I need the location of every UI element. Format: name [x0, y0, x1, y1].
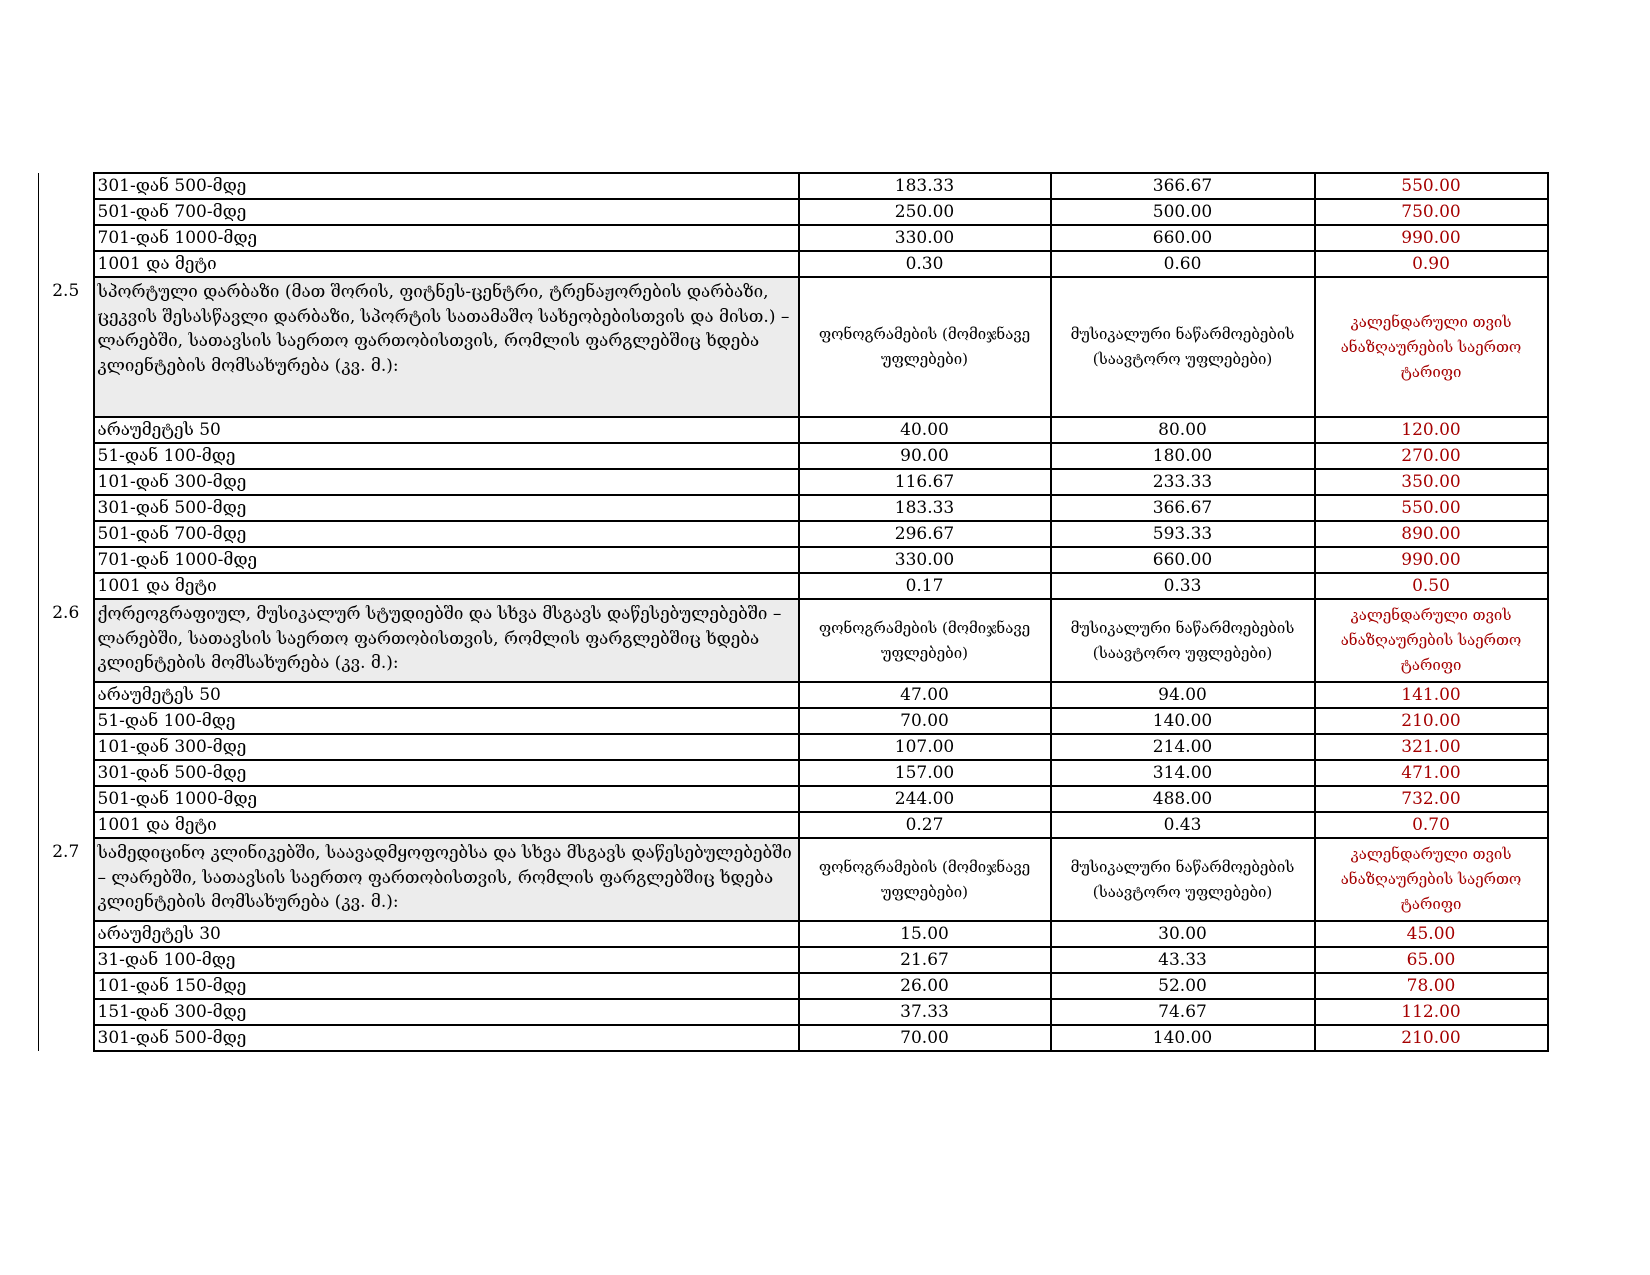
range-label: 51-დან 100-მდე [94, 443, 799, 469]
total-tariff-value: 550.00 [1315, 173, 1548, 199]
musical-works-value: 0.60 [1051, 251, 1315, 277]
total-tariff-value: 990.00 [1315, 547, 1548, 573]
table-row [39, 812, 1548, 838]
table-row [39, 921, 1548, 947]
musical-works-value: 660.00 [1051, 547, 1315, 573]
phonograms-value: 250.00 [799, 199, 1051, 225]
range-label: 101-დან 150-მდე [94, 973, 799, 999]
phonograms-value: 183.33 [799, 495, 1051, 521]
phonograms-value: 107.00 [799, 734, 1051, 760]
range-label: 701-დან 1000-მდე [94, 547, 799, 573]
table-row [39, 1025, 1548, 1051]
phonograms-value: 0.30 [799, 251, 1051, 277]
table-row [39, 786, 1548, 812]
total-tariff-value: 120.00 [1315, 417, 1548, 443]
musical-works-value: 140.00 [1051, 708, 1315, 734]
section-number [39, 251, 94, 277]
phonograms-value: 90.00 [799, 443, 1051, 469]
total-tariff-value: 210.00 [1315, 708, 1548, 734]
phonograms-value: 116.67 [799, 469, 1051, 495]
table-row [39, 547, 1548, 573]
table-row [39, 495, 1548, 521]
musical-works-value: 80.00 [1051, 417, 1315, 443]
range-label: 101-დან 300-მდე [94, 469, 799, 495]
musical-works-value: 314.00 [1051, 760, 1315, 786]
musical-works-value: 214.00 [1051, 734, 1315, 760]
range-label: 1001 და მეტი [94, 251, 799, 277]
range-label: 501-დან 700-მდე [94, 521, 799, 547]
musical-works-value: 30.00 [1051, 921, 1315, 947]
total-tariff-value: 890.00 [1315, 521, 1548, 547]
musical-works-value: 140.00 [1051, 1025, 1315, 1051]
section-header-row [39, 838, 1548, 921]
table-row [39, 947, 1548, 973]
table-row [39, 973, 1548, 999]
range-label: 1001 და მეტი [94, 812, 799, 838]
total-tariff-value: 0.50 [1315, 573, 1548, 599]
musical-works-value: 0.33 [1051, 573, 1315, 599]
total-tariff-value: 78.00 [1315, 973, 1548, 999]
phonograms-value: 0.17 [799, 573, 1051, 599]
total-tariff-header: კალენდარული თვის ანაზღაურების საერთო ტარიფი [1315, 277, 1548, 417]
musical-works-value: 0.43 [1051, 812, 1315, 838]
section-description: ქორეოგრაფიულ, მუსიკალურ სტუდიებში და სხვა მსგავს დაწესებულებებში – ლარებში, სათავსის საერთო ფართობისთვის, რომლის ფარგლებშიც ხდება კლიენტების მომსახურება (კვ. მ.): [94, 599, 799, 682]
range-label: 301-დან 500-მდე [94, 495, 799, 521]
table-row [39, 999, 1548, 1025]
phonograms-value: 40.00 [799, 417, 1051, 443]
phonograms-value: 21.67 [799, 947, 1051, 973]
table-row [39, 417, 1548, 443]
musical-works-header: მუსიკალური ნაწარმოებების (საავტორო უფლებები) [1051, 838, 1315, 921]
table-row [39, 734, 1548, 760]
musical-works-value: 366.67 [1051, 495, 1315, 521]
table-row [39, 199, 1548, 225]
table-row [39, 251, 1548, 277]
musical-works-value: 488.00 [1051, 786, 1315, 812]
phonograms-value: 70.00 [799, 708, 1051, 734]
section-number [39, 173, 94, 199]
total-tariff-value: 210.00 [1315, 1025, 1548, 1051]
total-tariff-value: 112.00 [1315, 999, 1548, 1025]
section-header-row [39, 599, 1548, 682]
musical-works-value: 660.00 [1051, 225, 1315, 251]
musical-works-value: 74.67 [1051, 999, 1315, 1025]
section-number: 2.7 [39, 838, 94, 921]
musical-works-header: მუსიკალური ნაწარმოებების (საავტორო უფლებები) [1051, 277, 1315, 417]
total-tariff-value: 0.90 [1315, 251, 1548, 277]
musical-works-value: 52.00 [1051, 973, 1315, 999]
total-tariff-header: კალენდარული თვის ანაზღაურების საერთო ტარიფი [1315, 599, 1548, 682]
musical-works-value: 180.00 [1051, 443, 1315, 469]
table-row [39, 682, 1548, 708]
musical-works-value: 500.00 [1051, 199, 1315, 225]
range-label: 301-დან 500-მდე [94, 760, 799, 786]
phonograms-value: 26.00 [799, 973, 1051, 999]
section-number: 2.6 [39, 599, 94, 682]
phonograms-value: 157.00 [799, 760, 1051, 786]
phonograms-header: ფონოგრამების (მომიჯნავე უფლებები) [799, 838, 1051, 921]
phonograms-value: 37.33 [799, 999, 1051, 1025]
phonograms-value: 330.00 [799, 225, 1051, 251]
phonograms-header: ფონოგრამების (მომიჯნავე უფლებები) [799, 277, 1051, 417]
phonograms-value: 47.00 [799, 682, 1051, 708]
phonograms-value: 296.67 [799, 521, 1051, 547]
total-tariff-value: 0.70 [1315, 812, 1548, 838]
total-tariff-value: 141.00 [1315, 682, 1548, 708]
total-tariff-value: 350.00 [1315, 469, 1548, 495]
total-tariff-value: 45.00 [1315, 921, 1548, 947]
range-label: 501-დან 1000-მდე [94, 786, 799, 812]
phonograms-header: ფონოგრამების (მომიჯნავე უფლებები) [799, 599, 1051, 682]
range-label: 1001 და მეტი [94, 573, 799, 599]
range-label: 31-დან 100-მდე [94, 947, 799, 973]
total-tariff-value: 990.00 [1315, 225, 1548, 251]
total-tariff-value: 471.00 [1315, 760, 1548, 786]
range-label: 151-დან 300-მდე [94, 999, 799, 1025]
table-row [39, 760, 1548, 786]
table-row [39, 573, 1548, 599]
range-label: 101-დან 300-მდე [94, 734, 799, 760]
table-row [39, 173, 1548, 199]
musical-works-header: მუსიკალური ნაწარმოებების (საავტორო უფლებები) [1051, 599, 1315, 682]
range-label: არაუმეტეს 50 [94, 682, 799, 708]
range-label: არაუმეტეს 50 [94, 417, 799, 443]
phonograms-value: 183.33 [799, 173, 1051, 199]
total-tariff-value: 65.00 [1315, 947, 1548, 973]
phonograms-value: 70.00 [799, 1025, 1051, 1051]
range-label: არაუმეტეს 30 [94, 921, 799, 947]
table-row [39, 443, 1548, 469]
range-label: 301-დან 500-მდე [94, 173, 799, 199]
section-description: სპორტული დარბაზი (მათ შორის, ფიტნეს-ცენტრი, ტრენაჟორების დარბაზი, ცეკვის შესასწავლი დარბაზი, სპორტის სათამაშო სახეობებისთვის და მისთ.) – ლარებში, სათავსის საერთო ფართობისთვის, რომლის ფარგლებშიც ხდება კლიენტების მომსახურება (კვ. მ.): [94, 277, 799, 417]
total-tariff-value: 321.00 [1315, 734, 1548, 760]
total-tariff-value: 732.00 [1315, 786, 1548, 812]
phonograms-value: 0.27 [799, 812, 1051, 838]
total-tariff-value: 270.00 [1315, 443, 1548, 469]
table-row [39, 225, 1548, 251]
range-label: 501-დან 700-მდე [94, 199, 799, 225]
total-tariff-value: 750.00 [1315, 199, 1548, 225]
phonograms-value: 15.00 [799, 921, 1051, 947]
musical-works-value: 43.33 [1051, 947, 1315, 973]
section-number: 2.5 [39, 277, 94, 417]
section-number [39, 199, 94, 225]
total-tariff-value: 550.00 [1315, 495, 1548, 521]
musical-works-value: 233.33 [1051, 469, 1315, 495]
tariff-table [38, 172, 1549, 1052]
table-row [39, 469, 1548, 495]
musical-works-value: 593.33 [1051, 521, 1315, 547]
section-number [39, 225, 94, 251]
total-tariff-header: კალენდარული თვის ანაზღაურების საერთო ტარიფი [1315, 838, 1548, 921]
musical-works-value: 94.00 [1051, 682, 1315, 708]
section-header-row [39, 277, 1548, 417]
table-row [39, 708, 1548, 734]
section-description: სამედიცინო კლინიკებში, საავადმყოფოებსა და სხვა მსგავს დაწესებულებებში – ლარებში, სათავსის საერთო ფართობისთვის, რომლის ფარგლებშიც ხდება კლიენტების მომსახურება (კვ. მ.): [94, 838, 799, 921]
range-label: 51-დან 100-მდე [94, 708, 799, 734]
range-label: 701-დან 1000-მდე [94, 225, 799, 251]
range-label: 301-დან 500-მდე [94, 1025, 799, 1051]
musical-works-value: 366.67 [1051, 173, 1315, 199]
phonograms-value: 244.00 [799, 786, 1051, 812]
phonograms-value: 330.00 [799, 547, 1051, 573]
table-row [39, 521, 1548, 547]
